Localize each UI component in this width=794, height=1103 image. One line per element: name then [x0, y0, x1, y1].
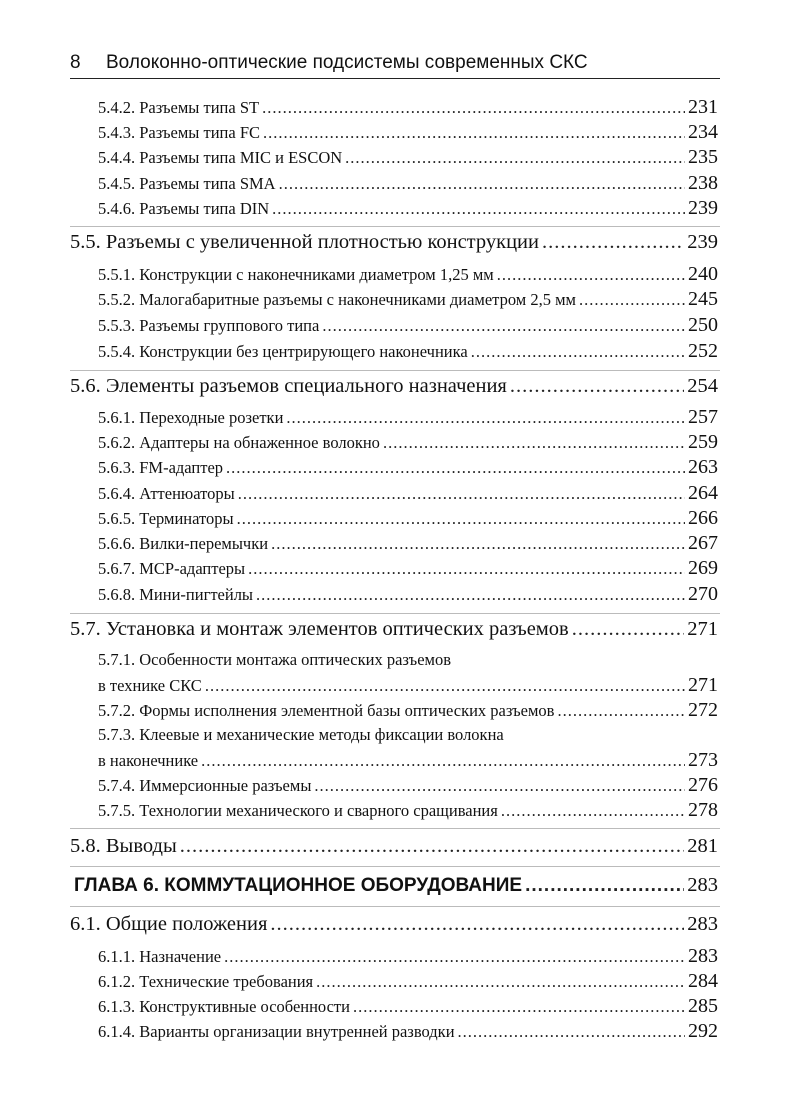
toc-entry-title: 5.4.6. Разъемы типа DIN	[98, 199, 270, 218]
toc-entry-5-6-4	[98, 482, 718, 505]
toc-entry-page: 252	[688, 340, 718, 362]
toc-entry-page: 250	[688, 314, 718, 336]
toc-entry-page: 239	[688, 197, 718, 219]
toc-leader-dots	[316, 972, 685, 992]
toc-leader-dots	[271, 534, 685, 554]
toc-leader-dots	[471, 342, 685, 362]
toc-entry-5-4-4	[98, 146, 718, 169]
toc-entry-page: 263	[688, 456, 718, 478]
toc-leader-dots	[263, 123, 685, 143]
toc-leader-dots	[314, 776, 685, 796]
toc-entry-page: 276	[688, 774, 718, 796]
toc-leader-dots	[557, 701, 685, 721]
toc-leader-dots	[180, 835, 685, 858]
toc-entry-title: 5.6.5. Терминаторы	[98, 509, 234, 528]
section-divider	[70, 370, 720, 371]
toc-leader-dots	[248, 559, 685, 579]
toc-entry-5-6-6	[98, 532, 718, 555]
toc-entry-title: 6.1. Общие положения	[70, 913, 268, 935]
section-divider	[70, 906, 720, 907]
toc-leader-dots	[322, 316, 685, 336]
toc-leader-dots	[501, 801, 685, 821]
toc-entry-title: 5.6.8. Мини-пигтейлы	[98, 585, 254, 604]
toc-entry-title: 5.6. Элементы разъемов специального назначения	[70, 375, 507, 397]
toc-entry-page: 245	[688, 288, 718, 310]
toc-entry-title: 5.7.4. Иммерсионные разъемы	[98, 776, 312, 795]
toc-entry-5-7-1	[98, 674, 718, 697]
toc-entry-5-7	[70, 618, 718, 641]
toc-entry-6-1	[70, 913, 718, 936]
toc-entry-6-1-3	[98, 995, 718, 1018]
toc-entry-page: 240	[688, 263, 718, 285]
toc-entry-page: 278	[688, 799, 718, 821]
toc-entry-5-4-3	[98, 121, 718, 144]
toc-leader-dots	[383, 433, 685, 453]
toc-entry-5-7-2	[98, 699, 718, 722]
toc-leader-dots	[345, 148, 685, 168]
toc-entry-5-5-1	[98, 263, 718, 286]
toc-entry-title: 6.1.4. Варианты организации внутренней разводки	[98, 1022, 455, 1041]
toc-entry-5-6-7	[98, 557, 718, 580]
toc-entry-page: 283	[688, 945, 718, 967]
toc-leader-dots	[201, 751, 685, 771]
section-divider	[70, 226, 720, 227]
toc-entry-title: 5.6.7. MCP-адаптеры	[98, 559, 246, 578]
toc-entry-page: 257	[688, 406, 718, 428]
toc-leader-dots	[205, 676, 685, 696]
page-number: 8	[70, 52, 81, 73]
toc-leader-dots	[262, 98, 685, 118]
toc-entry-5-4-6	[98, 197, 718, 220]
section-divider	[70, 613, 720, 614]
toc-entry-page: 254	[687, 375, 718, 397]
toc-entry-5-6-3	[98, 456, 718, 479]
toc-entry-page: 238	[688, 172, 718, 194]
toc-entry-5-5-2	[98, 288, 718, 311]
toc-entry-page: 283	[687, 913, 718, 935]
toc-entry-5-6-5	[98, 507, 718, 530]
toc-entry-page: 283	[687, 874, 718, 896]
toc-entry-6-1-4	[98, 1020, 718, 1043]
toc-entry-title: 5.4.4. Разъемы типа MIC и ESCON	[98, 148, 343, 167]
toc-leader-dots	[353, 997, 685, 1017]
toc-leader-dots	[542, 231, 684, 254]
toc-entry-title: 5.8. Выводы	[70, 835, 177, 857]
toc-entry-title: 6.1.3. Конструктивные особенности	[98, 997, 350, 1016]
toc-leader-dots	[256, 585, 685, 605]
running-title: Волоконно-оптические подсистемы современных СКС	[106, 52, 588, 73]
toc-entry-page: 271	[687, 618, 718, 640]
toc-entry-title: 5.5.4. Конструкции без центрирующего наконечника	[98, 342, 468, 361]
toc-entry-5-7-5	[98, 799, 718, 822]
toc-entry-5-7-1-line1: 5.7.1. Особенности монтажа оптических разъемов	[98, 650, 452, 669]
toc-entry-5-8	[70, 835, 718, 858]
toc-entry-title: 5.5.2. Малогабаритные разъемы с наконечниками диаметром 2,5 мм	[98, 290, 576, 309]
toc-entry-page: 284	[688, 970, 718, 992]
toc-entry-title: 5.4.5. Разъемы типа SMA	[98, 174, 276, 193]
toc-entry-title: 5.5.1. Конструкции с наконечниками диаметром 1,25 мм	[98, 265, 494, 284]
toc-leader-dots	[224, 947, 685, 967]
section-divider	[70, 828, 720, 829]
toc-entry-title: 5.7.2. Формы исполнения элементной базы оптических разъемов	[98, 701, 555, 720]
toc-entry-title: 5.6.1. Переходные розетки	[98, 408, 284, 427]
toc-entry-title: в наконечнике	[98, 751, 199, 770]
toc-entry-5-7-3	[98, 749, 718, 772]
toc-leader-dots	[226, 458, 685, 478]
toc-entry-5-4-2	[98, 96, 718, 119]
toc-leader-dots	[286, 408, 685, 428]
toc-entry-5-4-5	[98, 172, 718, 195]
toc-entry-5-6-8	[98, 583, 718, 606]
toc-entry-5-5-4	[98, 340, 718, 363]
toc-entry-title: 5.4.2. Разъемы типа ST	[98, 98, 260, 117]
toc-entry-5-5-3	[98, 314, 718, 337]
toc-entry-page: 273	[688, 749, 718, 771]
toc-entry-5-5	[70, 231, 718, 254]
toc-entry-page: 239	[687, 231, 718, 253]
toc-entry-5-6-2	[98, 431, 718, 454]
toc-entry-5-6-1	[98, 406, 718, 429]
toc-entry-5-6	[70, 375, 718, 398]
toc-entry-page: 264	[688, 482, 718, 504]
toc-entry-page: 270	[688, 583, 718, 605]
toc-entry-5-7-4	[98, 774, 718, 797]
toc-entry-title: 5.7.5. Технологии механического и сварного сращивания	[98, 801, 498, 820]
toc-entry-6-1-2	[98, 970, 718, 993]
toc-entry-page: 234	[688, 121, 718, 143]
toc-leader-dots	[279, 174, 685, 194]
toc-entry-title: 5.6.2. Адаптеры на обнаженное волокно	[98, 433, 380, 452]
toc-entry-6-1-1	[98, 945, 718, 968]
toc-entry-title: 5.5. Разъемы с увеличенной плотностью конструкции	[70, 231, 539, 253]
toc-leader-dots	[525, 875, 684, 897]
toc-entry-title: 6.1.1. Назначение	[98, 947, 222, 966]
toc-leader-dots	[237, 509, 685, 529]
toc-entry-page: 266	[688, 507, 718, 529]
toc-entry-page: 281	[687, 835, 718, 857]
toc-entry-page: 292	[688, 1020, 718, 1042]
toc-leader-dots	[458, 1022, 685, 1042]
section-divider	[70, 866, 720, 867]
toc-leader-dots	[510, 375, 684, 398]
toc-leader-dots	[272, 199, 685, 219]
toc-entry-title: 5.6.3. FM-адаптер	[98, 458, 224, 477]
toc-entry-title: 5.6.4. Аттенюаторы	[98, 484, 235, 503]
toc-entry-title: 5.7. Установка и монтаж элементов оптических разъемов	[70, 618, 569, 640]
toc-entry-page: 285	[688, 995, 718, 1017]
toc-entry-title: 5.5.3. Разъемы группового типа	[98, 316, 320, 335]
toc-entry-page: 259	[688, 431, 718, 453]
toc-entry-title: 6.1.2. Технические требования	[98, 972, 314, 991]
toc-leader-dots	[572, 618, 685, 641]
toc-entry-title: ГЛАВА 6. КОММУТАЦИОННОЕ ОБОРУДОВАНИЕ	[74, 875, 523, 896]
toc-entry-page: 272	[688, 699, 718, 721]
toc-leader-dots	[497, 265, 685, 285]
toc-entry-title: 5.6.6. Вилки-перемычки	[98, 534, 269, 553]
toc-entry-page: 235	[688, 146, 718, 168]
toc-entry-page: 271	[688, 674, 718, 696]
toc-leader-dots	[270, 913, 684, 936]
toc-leader-dots	[579, 290, 685, 310]
toc-entry-page: 231	[688, 96, 718, 118]
toc-leader-dots	[238, 484, 685, 504]
toc-entry-chapter-6	[74, 874, 718, 897]
toc-entry-title: в технике СКС	[98, 676, 202, 695]
toc-entry-5-7-3-line1: 5.7.3. Клеевые и механические методы фиксации волокна	[98, 725, 504, 744]
toc-entry-title: 5.4.3. Разъемы типа FC	[98, 123, 260, 142]
toc-entry-page: 267	[688, 532, 718, 554]
toc-entry-page: 269	[688, 557, 718, 579]
